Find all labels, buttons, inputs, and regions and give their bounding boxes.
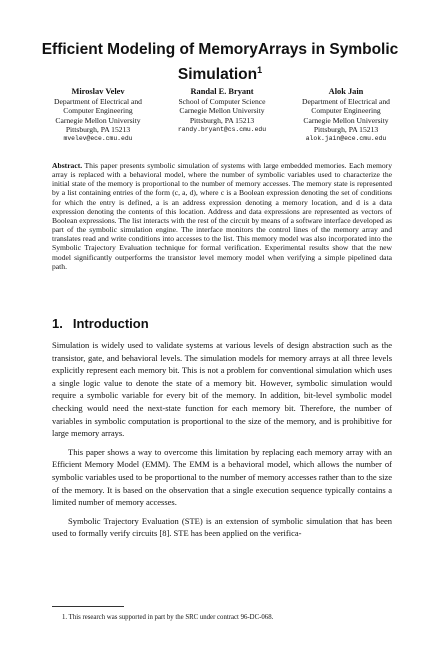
author-name: Miroslav Velev [71,87,125,96]
author-affiliation-line: Carnegie Mellon University [179,106,265,116]
footnote-rule [52,606,124,607]
paragraph: Symbolic Trajectory Evaluation (STE) is an extension of symbolic simulation that has been used to formally verify circuits [8]. STE has been applied on the verifica- [52,515,392,539]
author-name: Randal E. Bryant [190,87,254,96]
author-email: randy.bryant@cs.cmu.edu [177,125,267,133]
author-1 [36,87,160,143]
title-footnote-marker: 1 [257,65,263,75]
author-3 [284,87,408,143]
footnote: 1. This research was supported in part by the SRC under contract 96-DC-068. [62,614,274,621]
body-text [52,339,392,546]
author-block [36,87,408,143]
author-email: alok.jain@ece.cmu.edu [305,135,387,143]
author-affiliation-line: Computer Engineering [311,106,381,116]
author-affiliation-line: Department of Electrical and [54,97,142,107]
author-affiliation-line: Department of Electrical and [302,97,390,107]
author-affiliation-line: Carnegie Mellon University [303,115,389,125]
author-affiliation-line: Pittsburgh, PA 15213 [65,124,131,134]
author-affiliation-line: Pittsburgh, PA 15213 [313,124,379,134]
section-number: 1. [52,316,63,331]
paragraph: This paper shows a way to overcome this limitation by replacing each memory array with an Efficient Memory Model (EMM). The EMM is a behavioral model, which allows the number of symbolic variables used to be proportional to the number of memory accesses rather than to the size of the memory. It is based on the observation that a single execution sequence typically contains a limited number of memory accesses. [52,446,392,508]
author-affiliation-line: Computer Engineering [63,106,133,116]
author-email: mvelev@ece.cmu.edu [63,135,133,143]
paper-title [40,40,400,85]
author-affiliation-line: Pittsburgh, PA 15213 [189,115,255,125]
author-2 [160,87,284,143]
abstract-text: This paper presents symbolic simulation of systems with large embedded memories. Each memory array is replaced with a behavioral model, where the number of symbolic variables used to characterize the initial state of the memory is proportional to the number of memory accesses. The memory state is represented by a list containing entries of the form (c, a, d), where c is a Boolean expression denoting the set of conditions for which the entry is defined, a is an address expression denoting a memory location, and d is a data expression denoting the contents of this location. Address and data expressions are represented as vectors of Boolean expressions. The list interacts with the rest of the circuit by means of a software interface developed as part of the symbolic simulation engine. The interface monitors the control lines of the memory array and translates read and write conditions into accesses to the list. This memory model was also incorporated into the Symbolic Trajectory Evaluation technique for formal verification. Experimental results show that the new model significantly outperforms the transistor level memory model when verifying a simple pipelined data path. [52,161,392,271]
abstract [52,161,392,271]
section-heading [52,316,159,331]
author-affiliation-line: School of Computer Science [178,97,266,107]
author-name: Alok Jain [328,87,364,96]
paragraph: Simulation is widely used to validate systems at various levels of design abstraction such as the transistor, gate, and behavioral levels. The simulation models for memory arrays at all three levels explicitly represent each memory bit. This is not a problem for conventional simulation which uses a single logic value to denote the state of a memory bit. However, symbolic simulation would require a symbolic variable for every bit of the memory. In addition, bit-level symbolic model checking would need the next-state function for each memory bit. Therefore, the number of variables in symbolic computation is proportional to the size of the memory, and is prohibitive for large memory arrays. [52,340,392,439]
paper-title-text: Efficient Modeling of MemoryArrays in Symbolic Simulation [41,41,399,84]
section-title: Introduction [72,316,149,331]
author-affiliation-line: Carnegie Mellon University [55,115,141,125]
abstract-label: Abstract. [52,161,83,170]
